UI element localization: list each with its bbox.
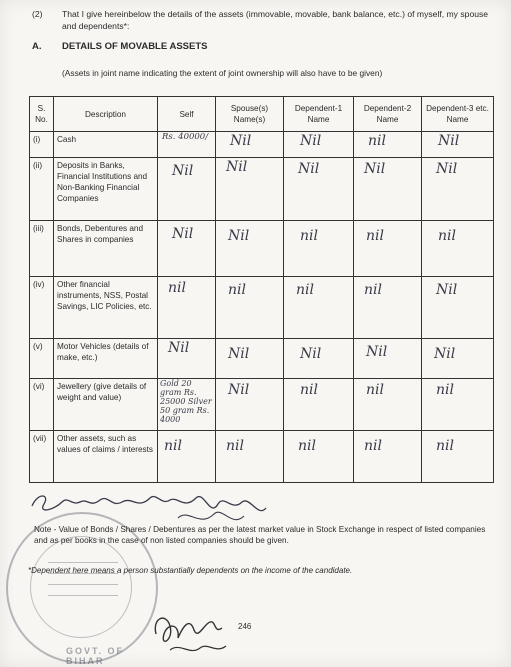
- handwritten-value: nil: [368, 133, 386, 149]
- handwritten-value: Rs. 40000/: [162, 132, 209, 142]
- row-sno: (vi): [30, 379, 54, 431]
- handwritten-value: Nil: [364, 161, 386, 177]
- table-row: [30, 379, 494, 431]
- cell-self: [158, 132, 216, 158]
- cell-dependent-2: [354, 339, 422, 379]
- cell-dependent-1: [284, 132, 354, 158]
- cell-self: [158, 339, 216, 379]
- cell-dependent-1: [284, 339, 354, 379]
- cell-dependent-1: [284, 431, 354, 483]
- dependent-footnote: *Dependent here means a person substantially dependents on the income of the candidate.: [28, 566, 353, 575]
- handwritten-value: Nil: [228, 346, 250, 362]
- header-spouse: Spouse(s) Name(s): [216, 97, 284, 132]
- cell-spouse: [216, 158, 284, 221]
- cell-dependent-2: [354, 277, 422, 339]
- handwritten-value: Nil: [300, 346, 322, 362]
- handwritten-value: nil: [436, 382, 454, 398]
- handwritten-value: nil: [364, 438, 382, 454]
- cell-dependent-2: [354, 158, 422, 221]
- cell-spouse: [216, 221, 284, 277]
- table-row: [30, 158, 494, 221]
- row-sno: (iv): [30, 277, 54, 339]
- table-row: [30, 431, 494, 483]
- handwritten-value: Gold 20 gram Rs. 25000 Silver 50 gram Rs. 4000: [160, 379, 212, 424]
- table-row: [30, 132, 494, 158]
- page-number: 246: [238, 622, 252, 631]
- header-description: Description: [54, 97, 158, 132]
- handwritten-value: nil: [300, 382, 318, 398]
- seal-text-lines: [48, 554, 118, 596]
- row-sno: (iii): [30, 221, 54, 277]
- handwritten-value: nil: [164, 438, 182, 454]
- handwritten-value: Nil: [300, 133, 322, 149]
- handwritten-value: Nil: [438, 133, 460, 149]
- cell-dependent-2: [354, 221, 422, 277]
- candidate-signature: [150, 604, 240, 662]
- cell-self: [158, 277, 216, 339]
- intro-number: (2): [32, 9, 43, 19]
- handwritten-value: nil: [226, 438, 244, 454]
- handwritten-value: Nil: [228, 228, 250, 244]
- handwritten-value: Nil: [172, 163, 194, 179]
- row-sno: (ii): [30, 158, 54, 221]
- table-row: [30, 277, 494, 339]
- valuation-note: Note - Value of Bonds / Shares / Debentures as per the latest market value in Stock Exchange in respect of listed companies and as per books in the case of non listed companies should be given.: [34, 525, 486, 545]
- handwritten-value: Nil: [230, 133, 252, 149]
- movable-assets-table: [29, 96, 494, 483]
- row-description: Bonds, Debentures and Shares in companies: [54, 221, 158, 277]
- cell-dependent-2: [354, 132, 422, 158]
- row-sno: (vii): [30, 431, 54, 483]
- section-note: (Assets in joint name indicating the extent of joint ownership will also have to be given): [62, 68, 383, 78]
- cell-dependent-3: [422, 431, 494, 483]
- cell-dependent-3: [422, 132, 494, 158]
- handwritten-value: Nil: [436, 282, 458, 298]
- cell-self: [158, 379, 216, 431]
- cell-spouse: [216, 132, 284, 158]
- table-row: [30, 221, 494, 277]
- row-description: Other financial instruments, NSS, Postal Savings, LIC Policies, etc.: [54, 277, 158, 339]
- handwritten-value: nil: [364, 282, 382, 298]
- cell-self: [158, 158, 216, 221]
- handwritten-value: nil: [300, 228, 318, 244]
- table-header-row: [30, 97, 494, 132]
- cell-self: [158, 221, 216, 277]
- intro-text: That I give hereinbelow the details of the assets (immovable, movable, bank balance, etc.) of myself, my spouse and dependents*:: [62, 9, 489, 31]
- cell-spouse: [216, 339, 284, 379]
- header-self: Self: [158, 97, 216, 132]
- handwritten-value: nil: [296, 282, 314, 298]
- handwritten-value: Nil: [434, 346, 456, 362]
- header-sno: S. No.: [30, 97, 54, 132]
- table-row: [30, 339, 494, 379]
- cell-spouse: [216, 431, 284, 483]
- header-dependent-2: Dependent-2 Name: [354, 97, 422, 132]
- cell-dependent-3: [422, 277, 494, 339]
- handwritten-value: Nil: [366, 344, 388, 360]
- handwritten-value: nil: [438, 228, 456, 244]
- cell-dependent-3: [422, 339, 494, 379]
- handwritten-value: Nil: [172, 226, 194, 242]
- cell-self: [158, 431, 216, 483]
- handwritten-value: nil: [366, 382, 384, 398]
- seal-rim-text: GOVT. OF BIHAR: [66, 646, 125, 666]
- row-description: Jewellery (give details of weight and value): [54, 379, 158, 431]
- handwritten-value: nil: [228, 282, 246, 298]
- handwritten-value: nil: [168, 280, 186, 296]
- row-description: Other assets, such as values of claims / interests: [54, 431, 158, 483]
- cell-dependent-3: [422, 379, 494, 431]
- row-sno: (v): [30, 339, 54, 379]
- cell-dependent-3: [422, 221, 494, 277]
- cell-dependent-2: [354, 379, 422, 431]
- section-letter: A.: [32, 41, 42, 52]
- handwritten-value: Nil: [298, 161, 320, 177]
- handwritten-value: nil: [298, 438, 316, 454]
- handwritten-value: nil: [366, 228, 384, 244]
- cell-dependent-1: [284, 221, 354, 277]
- header-dependent-1: Dependent-1 Name: [284, 97, 354, 132]
- cell-dependent-3: [422, 158, 494, 221]
- row-description: Deposits in Banks, Financial Institutions and Non-Banking Financial Companies: [54, 158, 158, 221]
- section-title: DETAILS OF MOVABLE ASSETS: [62, 41, 208, 52]
- cell-dependent-1: [284, 158, 354, 221]
- row-description: Cash: [54, 132, 158, 158]
- cell-spouse: [216, 379, 284, 431]
- handwritten-value: Nil: [226, 159, 248, 175]
- handwritten-value: Nil: [436, 161, 458, 177]
- cell-dependent-2: [354, 431, 422, 483]
- row-description: Motor Vehicles (details of make, etc.): [54, 339, 158, 379]
- cell-dependent-1: [284, 379, 354, 431]
- handwritten-value: Nil: [228, 382, 250, 398]
- cell-spouse: [216, 277, 284, 339]
- handwritten-value: Nil: [168, 340, 190, 356]
- row-sno: (i): [30, 132, 54, 158]
- header-dependent-3: Dependent-3 etc. Name: [422, 97, 494, 132]
- handwritten-value: nil: [436, 438, 454, 454]
- cell-dependent-1: [284, 277, 354, 339]
